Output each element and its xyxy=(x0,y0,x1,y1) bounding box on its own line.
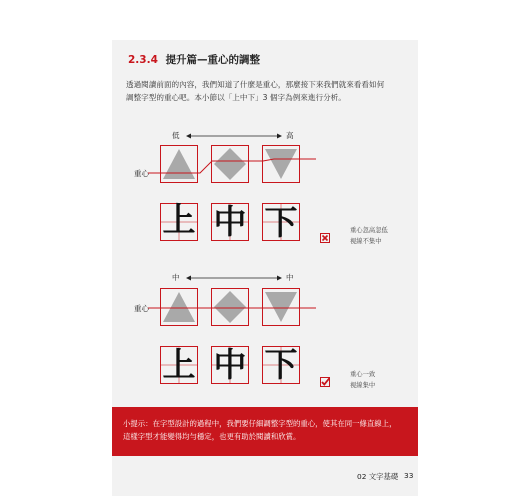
arrow-right-label: 高 xyxy=(286,131,294,140)
char-zhong: 中 xyxy=(213,345,247,384)
char-xia: 下 xyxy=(264,345,298,384)
note-1-line-2: 視線不集中 xyxy=(350,237,382,245)
center-of-gravity-line xyxy=(148,288,318,328)
footer-page-number: 33 xyxy=(404,471,414,480)
intro-paragraph xyxy=(126,79,408,104)
center-of-gravity-label: 重心 xyxy=(134,169,149,178)
char-xia: 下 xyxy=(264,203,298,242)
note-2-line-2: 視線集中 xyxy=(350,381,376,389)
arrow-left-label: 低 xyxy=(172,131,180,140)
note-1-line-1: 重心忽高忽低 xyxy=(350,227,388,234)
note-1 xyxy=(350,226,388,247)
check-mark-icon xyxy=(320,377,330,387)
note-2-line-1: 重心一致 xyxy=(350,371,376,378)
section-number: 2.3.4 xyxy=(128,54,158,66)
section-title: 提升篇—重心的調整 xyxy=(165,54,261,66)
intro-line-2: 調整字型的重心吧。本小節以「上中下」3 個字為例來進行分析。 xyxy=(126,92,346,102)
double-arrow-icon xyxy=(186,132,282,140)
note-2 xyxy=(350,370,375,391)
char-box-xia xyxy=(262,346,300,384)
char-zhong: 中 xyxy=(213,202,247,241)
arrow-row-2 xyxy=(172,272,298,284)
arrow-left-label: 中 xyxy=(172,273,180,282)
char-box-zhong xyxy=(211,346,249,384)
tip-line-1: 小提示：在字型設計的過程中，我們要仔細調整字型的重心，使其在同一條直線上， xyxy=(123,419,397,428)
center-of-gravity-label: 重心 xyxy=(134,304,149,313)
double-arrow-icon xyxy=(186,274,282,282)
char-box-shang xyxy=(160,346,198,384)
center-of-gravity-line xyxy=(148,145,318,185)
tip-line-2: 這樣字型才能變得均勻穩定，也更有助於閱讀和欣賞。 xyxy=(123,432,301,441)
tip-box xyxy=(112,407,418,456)
tip-text xyxy=(123,417,409,443)
char-shang: 上 xyxy=(162,345,196,384)
arrow-right-label: 中 xyxy=(286,273,294,282)
intro-line-1: 透過閱讀前面的內容，我們知道了什麼是重心，那麼接下來我們就來看看如何 xyxy=(126,80,385,89)
char-box-zhong xyxy=(211,203,249,241)
arrow-row-1 xyxy=(172,130,298,142)
footer-chapter: 02 文字基礎 xyxy=(357,472,399,481)
char-shang: 上 xyxy=(162,200,196,239)
cross-mark-icon xyxy=(320,233,330,243)
section-heading xyxy=(128,52,260,67)
char-box-shang xyxy=(160,200,198,241)
char-box-xia xyxy=(262,203,300,241)
